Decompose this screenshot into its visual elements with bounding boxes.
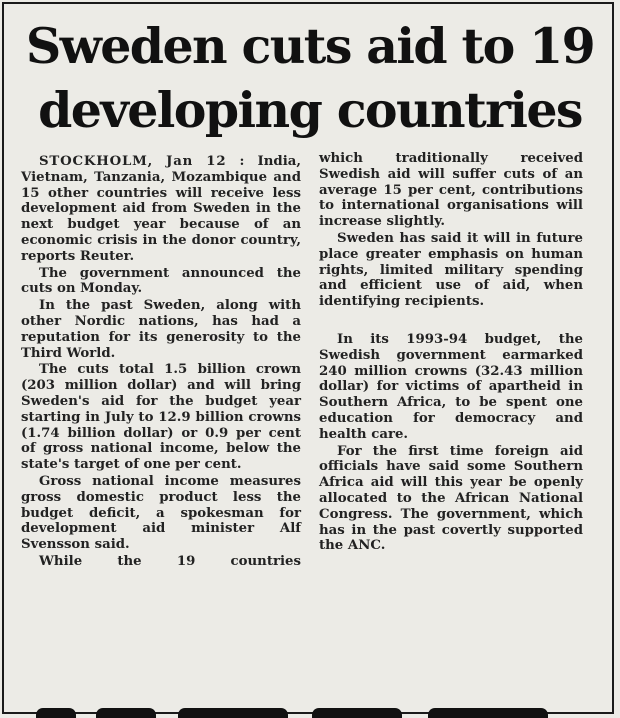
article-paragraph: While the 19 countries — [39, 553, 301, 569]
article-paragraph: Gross national income measures gross domestic product less the budget deficit, a spokesman for development aid minister Alf Svensson said. — [21, 473, 301, 553]
article-paragraph: For the first time foreign aid officials have said some Southern Africa aid will this year be openly allocated to the African National Congress. The government, which has in the past covertly supported the ANC. — [319, 443, 583, 554]
article-paragraph — [21, 154, 301, 265]
article-paragraph: The cuts total 1.5 billion crown (203 million dollar) and will bring Sweden's aid for the budget year starting in July to 12.9 billion crowns (1.74 billion dollar) or 0.9 per cent of gross national income, below the state's target of one per cent. — [21, 362, 301, 473]
article-paragraph: Sweden has said it will in future place greater emphasis on human rights, limited military spending and efficient use of aid, when identifying recipients. — [319, 230, 583, 310]
next-article-headline-fragment — [0, 708, 620, 718]
article-paragraph: The government announced the cuts on Monday. — [21, 265, 301, 297]
article-column-left — [21, 154, 301, 571]
article-paragraph: In its 1993-94 budget, the Swedish government earmarked 240 million crowns (32.43 million dollar) for victims of apartheid in Southern Africa, to be spent one education for democracy and health care. — [319, 331, 583, 442]
glyph-fragment — [96, 708, 156, 718]
article-headline: Sweden cuts aid to 19 developing countries — [25, 17, 595, 139]
lead-text: India, Vietnam, Tanzania, Mozambique and 15 other countries will receive less development aid from Sweden in the next budget year because of an economic crisis in the donor country, reports Reuter. — [21, 154, 302, 264]
glyph-fragment — [178, 708, 288, 718]
glyph-fragment — [312, 708, 402, 718]
dateline: STOCKHOLM, Jan 12 : — [39, 154, 246, 169]
glyph-fragment — [36, 708, 76, 718]
glyph-fragment — [428, 708, 548, 718]
article-paragraph: In the past Sweden, along with other Nordic nations, has had a reputation for its generosity to the Third World. — [21, 298, 301, 361]
article-paragraph: which traditionally received Swedish aid will suffer cuts of an average 15 per cent, contributions to international organisations will increase slightly. — [319, 151, 583, 230]
article-column-right — [319, 151, 583, 555]
